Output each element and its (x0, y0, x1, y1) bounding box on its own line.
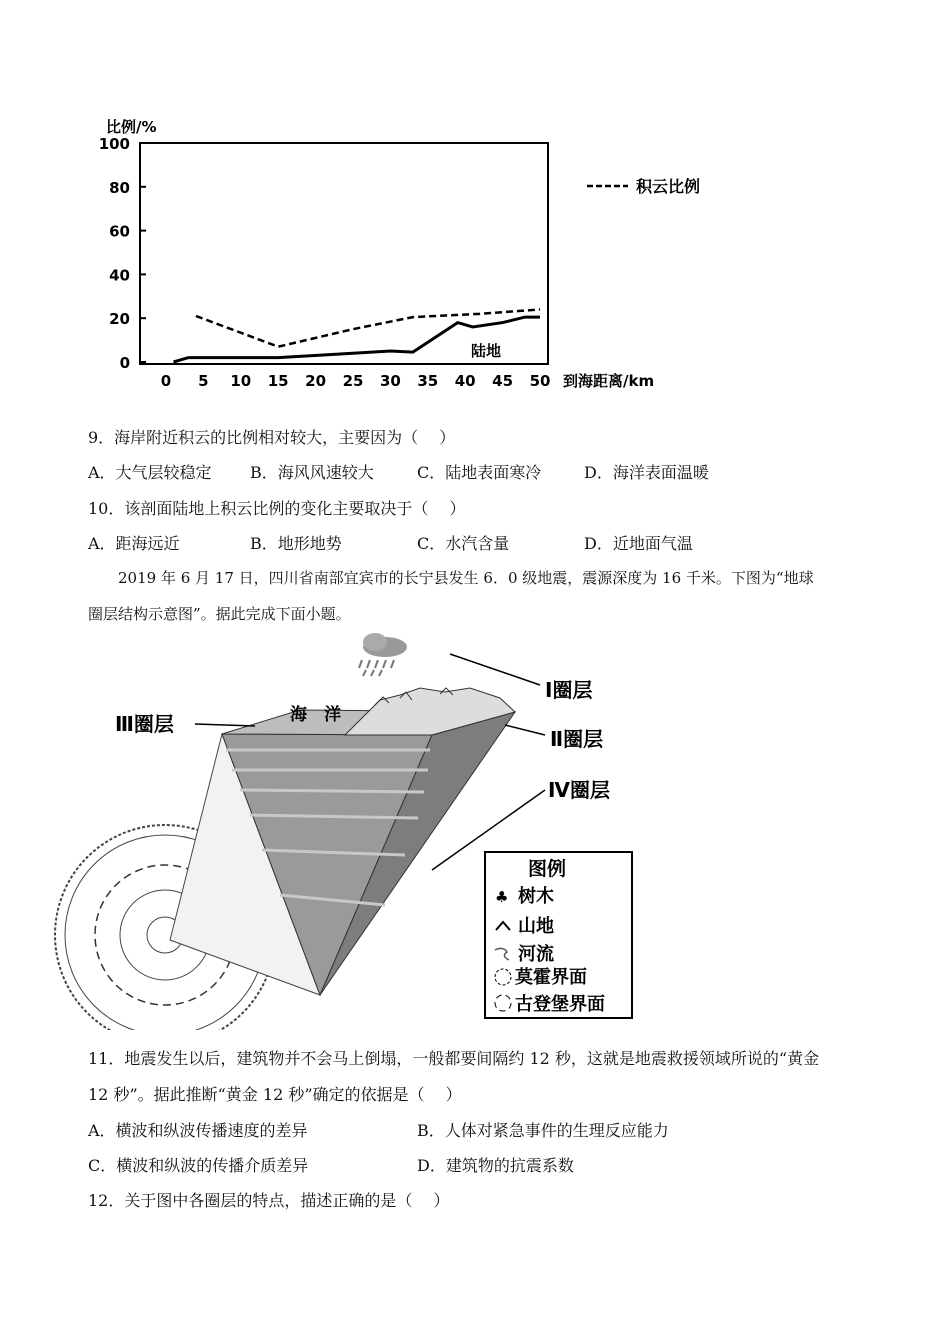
y-tick-label: 60 (109, 222, 130, 241)
question-9-stem: 9．海岸附近积云的比例相对较大，主要因为（ ） (88, 428, 456, 447)
y-axis-label: 比例/% (106, 118, 157, 136)
layer-4-label: Ⅳ圈层 (548, 778, 610, 802)
x-tick-label: 20 (305, 372, 327, 390)
cloud-icon (359, 633, 407, 676)
x-tick-label: 5 (198, 372, 209, 390)
legend-title: 图例 (528, 858, 567, 880)
legend-tree: 树木 (518, 886, 554, 907)
x-tick-label: 25 (342, 372, 364, 390)
layer-3-label: Ⅲ圈层 (115, 712, 174, 736)
question-12-stem: 12．关于图中各圈层的特点，描述正确的是（ ） (88, 1191, 450, 1210)
ocean-label: 海 洋 (290, 705, 341, 725)
x-tick-label: 40 (454, 372, 476, 390)
q9-option-d[interactable]: D．海洋表面温暖 (584, 463, 709, 482)
q10-option-a[interactable]: A．距海远近 (88, 534, 180, 553)
question-10-stem: 10．该剖面陆地上积云比例的变化主要取决于（ ） (88, 499, 466, 518)
question-11-stem-line-2: 12 秒”。据此推断“黄金 12 秒”确定的依据是（ ） (88, 1085, 462, 1104)
legend-river: 河流 (518, 944, 554, 965)
legend-moho: 莫霍界面 (515, 967, 587, 988)
q11-option-a[interactable]: A．横波和纵波传播速度的差异 (88, 1121, 308, 1140)
y-tick-label: 0 (119, 354, 130, 372)
crust-block (55, 688, 515, 1030)
q9-option-a[interactable]: A．大气层较稳定 (88, 463, 212, 482)
x-axis-label: 到海距离/km (563, 372, 655, 390)
q11-option-b[interactable]: B．人体对紧急事件的生理反应能力 (417, 1121, 669, 1140)
tree-icon: ♣ (495, 888, 509, 906)
y-tick-label: 100 (98, 135, 130, 153)
legend-box (485, 852, 632, 1018)
x-tick-label: 45 (492, 372, 514, 390)
q10-option-c[interactable]: C．水汽含量 (417, 534, 510, 553)
y-tick-label: 80 (109, 178, 130, 197)
passage-line-1: 2019 年 6 月 17 日，四川省南部宜宾市的长宁县发生 6．0 级地震，震源深度为 16 千米。下图为“地球 (118, 569, 814, 587)
y-tick-label: 40 (109, 266, 130, 285)
layer-1-label: Ⅰ圈层 (545, 678, 593, 702)
layer-2-label: Ⅱ圈层 (550, 727, 604, 751)
x-tick-label: 15 (267, 372, 289, 390)
q10-option-d[interactable]: D．近地面气温 (584, 534, 693, 553)
legend-gutenberg: 古登堡界面 (515, 994, 605, 1015)
land-annotation: 陆地 (471, 342, 502, 360)
earth-layers-figure (0, 630, 950, 1030)
q11-option-d[interactable]: D．建筑物的抗震系数 (417, 1156, 574, 1175)
cumulus-chart (0, 0, 950, 400)
x-tick-label: 35 (417, 372, 439, 390)
x-tick-label: 10 (230, 372, 252, 390)
q9-option-b[interactable]: B．海风风速较大 (250, 463, 374, 482)
legend-label: 积云比例 (636, 177, 701, 196)
x-tick-label: 30 (379, 372, 401, 390)
y-tick-label: 20 (109, 310, 130, 329)
x-tick-label: 50 (529, 372, 551, 390)
question-11-stem-line-1: 11．地震发生以后，建筑物并不会马上倒塌，一般都要间隔约 12 秒，这就是地震救援领域所说的“黄金 (88, 1049, 820, 1068)
x-tick-label: 0 (160, 372, 172, 390)
legend-mountain: 山地 (518, 916, 554, 937)
q9-option-c[interactable]: C．陆地表面寒冷 (417, 463, 542, 482)
q11-option-c[interactable]: C．横波和纵波的传播介质差异 (88, 1156, 309, 1175)
passage-line-2: 圈层结构示意图”。据此完成下面小题。 (88, 605, 351, 623)
q10-option-b[interactable]: B．地形地势 (250, 534, 342, 553)
